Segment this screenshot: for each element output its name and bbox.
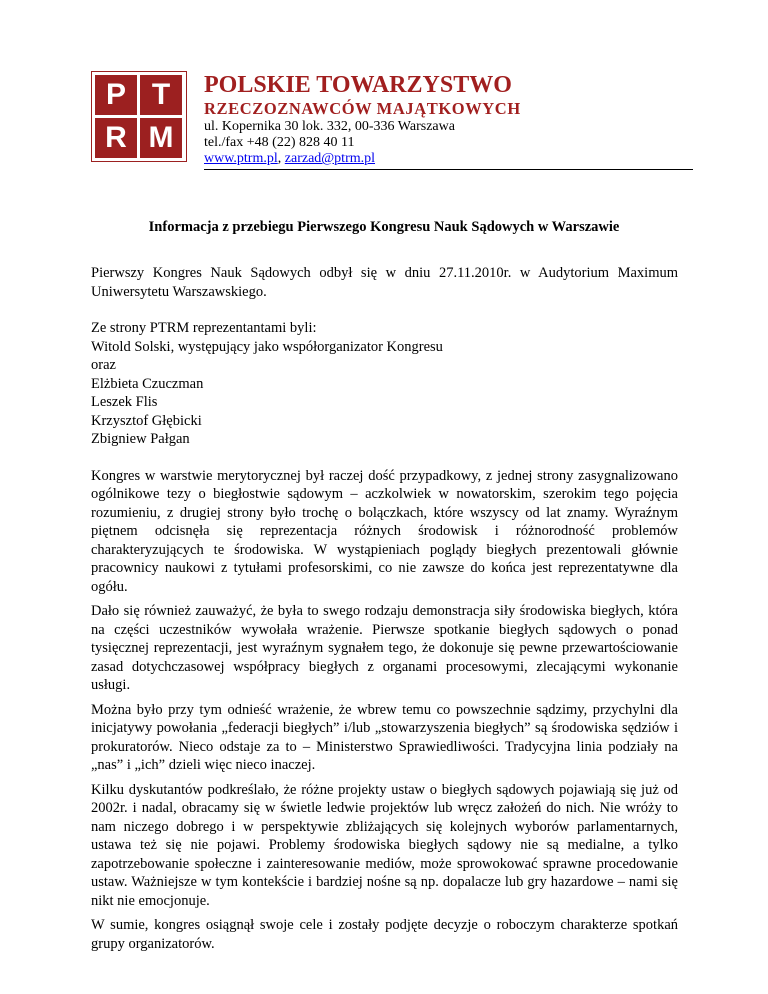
document-title: Informacja z przebiegu Pierwszego Kongresu Nauk Sądowych w Warszawie (148, 219, 620, 235)
representative-item: Zbigniew Pałgan (91, 431, 190, 447)
organization-subtitle: RZECZOZNAWCÓW MAJĄTKOWYCH (204, 99, 521, 118)
website-link[interactable]: www.ptrm.pl (204, 151, 278, 166)
representative-item: oraz (91, 357, 116, 373)
body-paragraph: Dało się również zauważyć, że była to swego rodzaju demonstracja siły środowiska biegłych, która na części uczestników wywołała wrażenie. Pierwsze spotkanie biegłych sądowych o ponad tysięcznej reprezentacji, jest wyraźnym sygnałem tego, że dokonuje się pewne przewartościowanie zasad dotychczasowej współpracy biegłych z organami procesowymi, zlecającymi wykonanie usługi. (91, 603, 678, 693)
representatives-heading (91, 319, 678, 449)
email-link[interactable]: zarzad@ptrm.pl (284, 151, 376, 166)
body-paragraph: Kilku dyskutantów podkreślało, że różne projekty ustaw o biegłych sądowych pojawiają się już od 2002r. i nadal, obracamy się w świetle ledwie projektów lub wręcz założeń do nich. Nie wróży to nam niczego dobrego i w perspektywie zbliżających się kolejnych wyborów parlamentarnych, ustawa też się nie pojawi. Problemy środowiska biegłych sądowy nie są medialne, a tylko zapotrzebowanie społeczne i zainteresowanie mediów, może sprowokować sprawne procedowanie ustaw. Ważniejsze w tym kontekście i bardziej nośne są np. dopalacze lub gry hazardowe – nami się nikt nie emocjonuje. (91, 781, 678, 909)
representative-item: Elżbieta Czuczman (91, 375, 204, 392)
phone-fax: tel./fax +48 (22) 828 40 11 (204, 135, 355, 150)
letterhead-divider (204, 169, 693, 170)
representative-item: Leszek Flis (91, 394, 158, 410)
logo-letter-m: M (140, 118, 182, 158)
ptrm-logo (91, 71, 187, 162)
logo-letter-p: P (95, 75, 137, 115)
representatives-heading-text: Ze strony PTRM reprezentantami byli: (91, 320, 317, 336)
body-paragraph: W sumie, kongres osiągnął swoje cele i zostały podjęte decyzje o roboczym charakterze spotkań grupy organizatorów. (91, 917, 678, 952)
intro-paragraph: Pierwszy Kongres Nauk Sądowych odbył się w dniu 27.11.2010r. w Audytorium Maximum Uniwersytetu Warszawskiego. (91, 265, 678, 300)
document-body (91, 264, 678, 953)
representative-item: Witold Solski, występujący jako współorganizator Kongresu (91, 338, 443, 355)
body-paragraph: Można było przy tym odnieść wrażenie, że wbrew temu co powszechnie sądzimy, przychylni dla inicjatywy powołania „federacji biegłych” i/lub „stowarzyszenia biegłych” są środowiska sędziów i prokuratorów. Nieco odstaje za to – Ministerstwo Sprawiedliwości. Tradycyjna linia podziały na „nas” i „ich” dzieli więc nieco inaczej. (91, 701, 678, 773)
letterhead (91, 71, 693, 169)
logo-letter-t: T (140, 75, 182, 115)
organization-name: POLSKIE TOWARZYSTWO (204, 72, 512, 98)
representative-item: Krzysztof Głębicki (91, 412, 202, 429)
contact-separator: , (277, 151, 285, 166)
postal-address: ul. Kopernika 30 lok. 332, 00-336 Warszawa (204, 119, 455, 134)
logo-letter-r: R (95, 118, 137, 158)
body-paragraph: Kongres w warstwie merytorycznej był raczej dość przypadkowy, z jednej strony zasygnalizowano ogólnikowe tezy o biegłostwie sądowym – aczkolwiek w nowatorskim, szerokim tego pojęcia rozumieniu, z drugiej strony było trochę o bolączkach, które wszyscy od lat znamy. Wyraźnym piętnem odcisnęła się reprezentacja różnych środowisk i różnorodność problemów charakteryzujących te środowiska. W wystąpieniach poglądy biegłych prezentowali głównie pracownicy naukowi z tytułami profesorskimi, co nie zawsze do końca jest reprezentatywne dla ogółu. (91, 467, 678, 595)
contact-links (204, 151, 375, 167)
